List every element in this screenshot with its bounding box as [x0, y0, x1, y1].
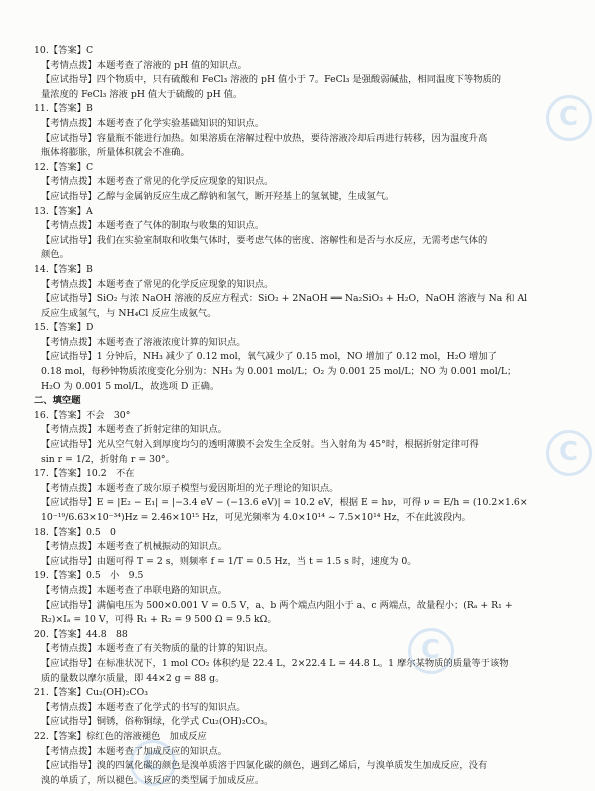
explanation-line: 【考情点拨】本题考查了常见的化学反应现象的知识点。	[41, 278, 274, 290]
answer-heading: 22.【答案】棕红色的溶液褪色 加成反应	[34, 730, 207, 742]
explanation-line: 【应试指导】容量瓶不能进行加热。如果溶质在溶解过程中放热，要待溶液冷却后再进行转移，因为温度升高	[41, 132, 488, 144]
explanation-line: 【应试指导】SiO₂ 与浓 NaOH 溶液的反应方程式：SiO₂ + 2NaOH ══ Na₂SiO₃ + H₂O，NaOH 溶液与 Na 和 Al	[41, 293, 528, 305]
explanation-line: 质的量数以摩尔质量，即 44×2 g = 88 g。	[41, 672, 225, 684]
answer-heading: 14.【答案】B	[34, 263, 93, 275]
explanation-line: 【应试指导】乙醇与金属钠反应生成乙醇钠和氢气，断开羟基上的氢氧键，生成氢气。	[41, 190, 395, 202]
explanation-line: R₂)×Iₐ = 10 V，可得 R₁ + R₂ = 9 500 Ω = 9.5 kΩ。	[41, 614, 277, 626]
section-heading: 二、填空题	[34, 395, 81, 407]
explanation-line: 【考情点拨】本题考查了气体的制取与收集的知识点。	[41, 220, 265, 232]
explanation-line: 【应试指导】我们在实验室制取和收集气体时，要考虑气体的密度、溶解性和是否与水反应，无需考虑气体的	[41, 234, 488, 246]
answer-heading: 17.【答案】10.2 不在	[34, 468, 135, 480]
explanation-line: 溴的单质了，所以褪色。该反应的类型属于加成反应。	[41, 774, 265, 786]
explanation-line: 【应试指导】在标准状况下，1 mol CO₂ 体积约是 22.4 L，2×22.4 L = 44.8 L。1 摩尔某物质的质量等于该物	[41, 657, 509, 669]
explanation-line: 瓶体将膨胀，所量体积就会不准确。	[41, 147, 190, 159]
answer-heading: 21.【答案】Cu₂(OH)₂CO₃	[34, 687, 148, 699]
explanation-line: 【考情点拨】本题考查了溶液浓度计算的知识点。	[41, 336, 246, 348]
explanation-line: 10⁻¹⁹/6.63×10⁻³⁴)Hz = 2.46×10¹⁵ Hz，可见光频率为 4.0×10¹⁴ ~ 7.5×10¹⁴ Hz，不在此波段内。	[41, 512, 471, 523]
explanation-line: 【考情点拨】本题考查了有关物质的量的计算的知识点。	[41, 643, 274, 655]
explanation-line: 【考情点拨】本题考查了机械振动的知识点。	[41, 541, 227, 553]
explanation-line: 【应试指导】1 分钟后，NH₃ 减少了 0.12 mol，氧气减少了 0.15 mol，NO 增加了 0.12 mol，H₂O 增加了	[41, 351, 497, 363]
explanation-line: 反应生成氢气，与 NH₄Cl 反应生成氨气。	[41, 307, 217, 319]
answer-heading: 10.【答案】C	[34, 45, 94, 56]
explanation-line: 【考情点拨】本题考查了化学实验基础知识的知识点。	[41, 117, 265, 129]
answer-heading: 15.【答案】D	[34, 322, 94, 334]
answer-heading: 16.【答案】不会 30°	[34, 409, 131, 421]
explanation-line: 【应试指导】E = |E₂ − E₁| = |−3.4 eV − (−13.6 eV)| = 10.2 eV，根据 E = hν，可得 ν = E/h = (10.2×1.6×	[41, 497, 528, 509]
answer-heading: 13.【答案】A	[34, 205, 93, 217]
explanation-line: 【应试指导】溴的四氯化碳的颜色是溴单质溶于四氯化碳的颜色，遇到乙烯后，与溴单质发生加成反应，没有	[41, 760, 488, 772]
explanation-line: 【应试指导】由题可得 T = 2 s，则频率 f = 1/T = 0.5 Hz，当 t = 1.5 s 时，速度为 0。	[41, 555, 417, 567]
explanation-line: 【考情点拨】本题考查了溶液的 pH 值的知识点。	[41, 59, 247, 71]
explanation-line: 【考情点拨】本题考查了玻尔原子模型与爱因斯坦的光子理论的知识点。	[41, 482, 339, 494]
answer-heading: 19.【答案】0.5 小 9.5	[34, 570, 144, 582]
explanation-line: 颜色。	[41, 249, 69, 261]
explanation-line: 【应试指导】四个物质中，只有硫酸和 FeCl₃ 溶液的 pH 值小于 7。FeCl₃ 是强酸弱碱盐，相同温度下等物质的	[41, 74, 502, 86]
explanation-line: sin r = 1/2，折射角 r = 30°。	[41, 453, 175, 465]
explanation-line: 【考情点拨】本题考查了折射定律的知识点。	[41, 424, 227, 436]
explanation-line: 【应试指导】满偏电压为 500×0.001 V = 0.5 V，a、b 两个端点内阻小于 a、c 两端点，故量程小；(Rₐ + R₁ +	[41, 599, 513, 611]
explanation-line: 【考情点拨】本题考查了常见的化学反应现象的知识点。	[41, 176, 274, 188]
explanation-line: 【应试指导】铜锈，俗称铜绿，化学式 Cu₂(OH)₂CO₃。	[41, 716, 274, 728]
explanation-line: 【考情点拨】本题考查了串联电路的知识点。	[41, 584, 227, 596]
explanation-line: 量浓度的 FeCl₃ 溶液 pH 值大于硫酸的 pH 值。	[41, 88, 243, 100]
explanation-line: 【应试指导】光从空气射入到厚度均匀的透明薄膜不会发生全反射。当入射角为 45°时，根据折射定律可得	[41, 439, 479, 451]
explanation-line: 【考情点拨】本题考查了加成反应的知识点。	[41, 745, 227, 757]
explanation-line: 0.18 mol，每秒钟物质浓度变化分别为：NH₃ 为 0.001 mol/L；O₂ 为 0.001 25 mol/L；NO 为 0.001 mol/L；	[41, 366, 517, 378]
explanation-line: H₂O 为 0.001 5 mol/L，故选项 D 正确。	[41, 380, 220, 392]
explanation-line: 【考情点拨】本题考查了化学式的书写的知识点。	[41, 701, 246, 713]
answer-text-body	[34, 44, 570, 788]
answer-heading: 12.【答案】C	[34, 161, 94, 173]
answer-heading: 11.【答案】B	[34, 103, 93, 115]
answer-heading: 18.【答案】0.5 0	[34, 526, 116, 538]
answer-heading: 20.【答案】44.8 88	[34, 628, 128, 640]
